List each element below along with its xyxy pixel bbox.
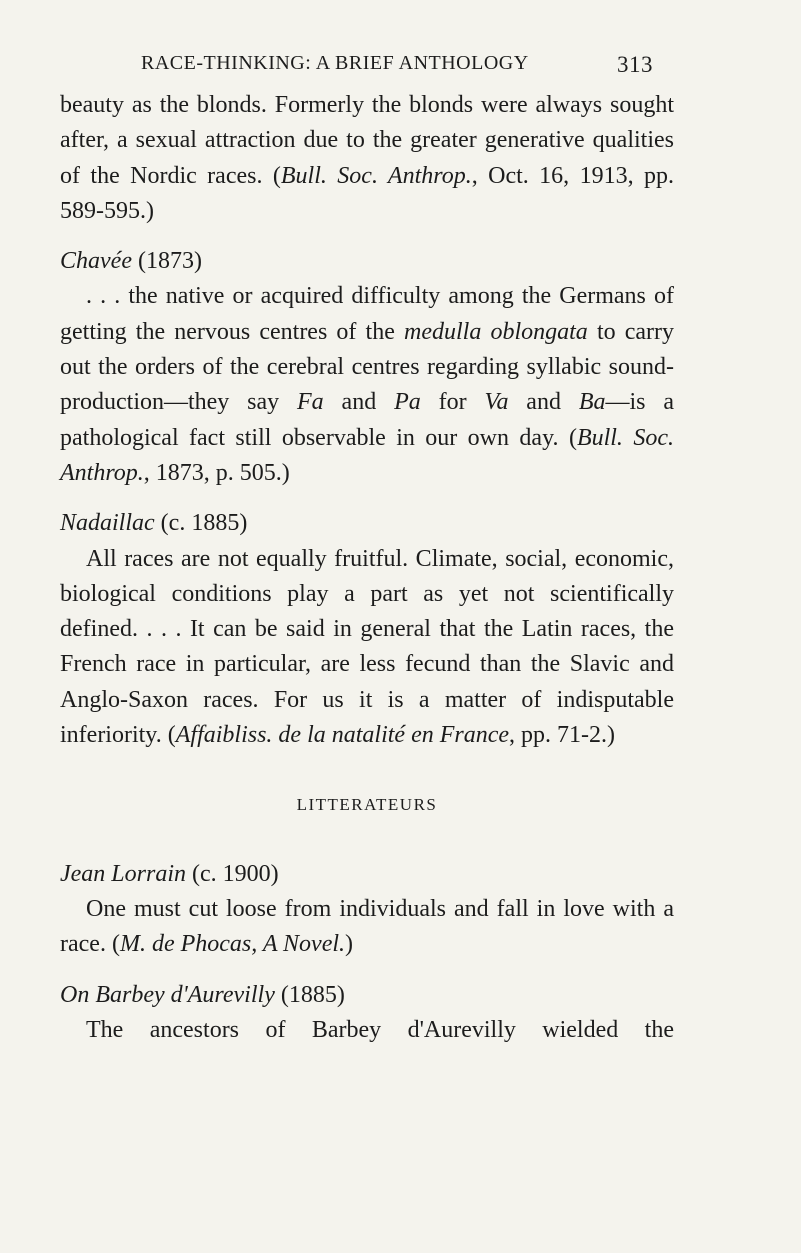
entry-author: On Barbey d'Aurevilly <box>60 981 275 1008</box>
entry-body: One must cut loose from individuals and fall in love with a race. (M. de Phocas, A Novel.) <box>60 895 674 958</box>
citation-source: Bull. Soc. Anthrop. <box>280 162 472 189</box>
entry-text-part: to carry out the orders of the cerebral centres regarding syllabic sound-production—they say <box>60 318 675 416</box>
entry-text-part: and <box>526 389 561 416</box>
entry-body-text: beauty as the blonds. Formerly the blonds were always sought after, a sexual attraction due to the greater generative qualities of the Nordic races. <box>60 92 674 189</box>
citation-source: Affaibliss. de la natalité en France <box>175 722 510 749</box>
entry-author: Jean Lorrain <box>60 860 186 887</box>
entry-author: Chavée <box>60 248 132 275</box>
entry-body-text: The ancestors of Barbey d'Aurevilly wielded the <box>86 1016 674 1043</box>
entry-date: (1885) <box>280 981 345 1008</box>
latin-term: medulla oblongata <box>404 318 588 345</box>
entry-text-part: —is a pathological fact still observable in our own day. <box>60 389 675 451</box>
entry-text-part: . . . the native or acquired difficulty among the Germans of getting the nervous centres of the <box>60 283 674 345</box>
entry-date: (c. 1900) <box>192 860 279 887</box>
running-header <box>141 52 653 75</box>
entry-date: (1873) <box>137 248 202 275</box>
entry-continuation: beauty as the blonds. Formerly the blonds were always sought after, a sexual attraction due to the greater generative qualities of the Nordic races. (Bull. Soc. Anthrop., Oct. 16, 1913, pp. 589-595.) <box>60 92 674 224</box>
entry-body-text: One must cut loose from individuals and fall in love with a race. <box>60 895 674 958</box>
citation-source: M. de Phocas, A Novel. <box>119 931 346 958</box>
entry-heading <box>60 244 674 279</box>
entry-heading <box>60 506 674 541</box>
syllable: Pa <box>394 389 421 416</box>
syllable: Ba <box>578 389 606 416</box>
syllable: Va <box>484 389 509 416</box>
entry-body: . . . the native or acquired difficulty among the Germans of getting the nervous centres of the medulla oblongata to carry out the orders of the cerebral centres regarding syllabic sound-production—they say Fa and Pa for Va and Ba—is a pathological fact still observable in our own day. (Bull. Soc. Anthrop., 1873, p. 505.) <box>60 283 675 486</box>
entry-body-text: All races are not equally fruitful. Climate, social, economic, biological conditions play a part as yet not scientifically defined. . . . It can be said in general that the Latin races, the French race in particular, are less fecund than the Slavic and Anglo-Saxon races. For us it is a matter of indisputable inferiority. <box>60 545 674 749</box>
citation-details: , 1873, p. 505.) <box>143 459 290 486</box>
citation-details: , Oct. 16, 1913, pp. 589-595.) <box>60 162 674 224</box>
citation-source: Bull. Soc. Anthrop. <box>60 424 674 486</box>
entry-author: Nadaillac <box>60 510 155 537</box>
entry-text-part: and <box>341 389 377 416</box>
section-title: LITTERATEURS <box>296 795 438 815</box>
page-number: 313 <box>617 52 653 77</box>
citation-details: , pp. 71-2.) <box>509 722 616 749</box>
running-title: RACE-THINKING: A BRIEF ANTHOLOGY <box>141 52 529 74</box>
entry-body <box>60 1013 674 1048</box>
entry-body: All races are not equally fruitful. Climate, social, economic, biological conditions play a part as yet not scientifically defined. . . . It can be said in general that the Latin races, the French race in particular, are less fecund than the Slavic and Anglo-Saxon races. For us it is a matter of indisputable inferiority. (Affaibliss. de la natalité en France, pp. 71-2.) <box>60 545 674 749</box>
entry-heading <box>60 857 674 892</box>
entry-text-part: for <box>438 389 467 416</box>
page-body <box>60 88 674 1048</box>
syllable: Fa <box>297 389 324 416</box>
entry-heading <box>60 978 674 1013</box>
entry-date: (c. 1885) <box>160 510 248 537</box>
